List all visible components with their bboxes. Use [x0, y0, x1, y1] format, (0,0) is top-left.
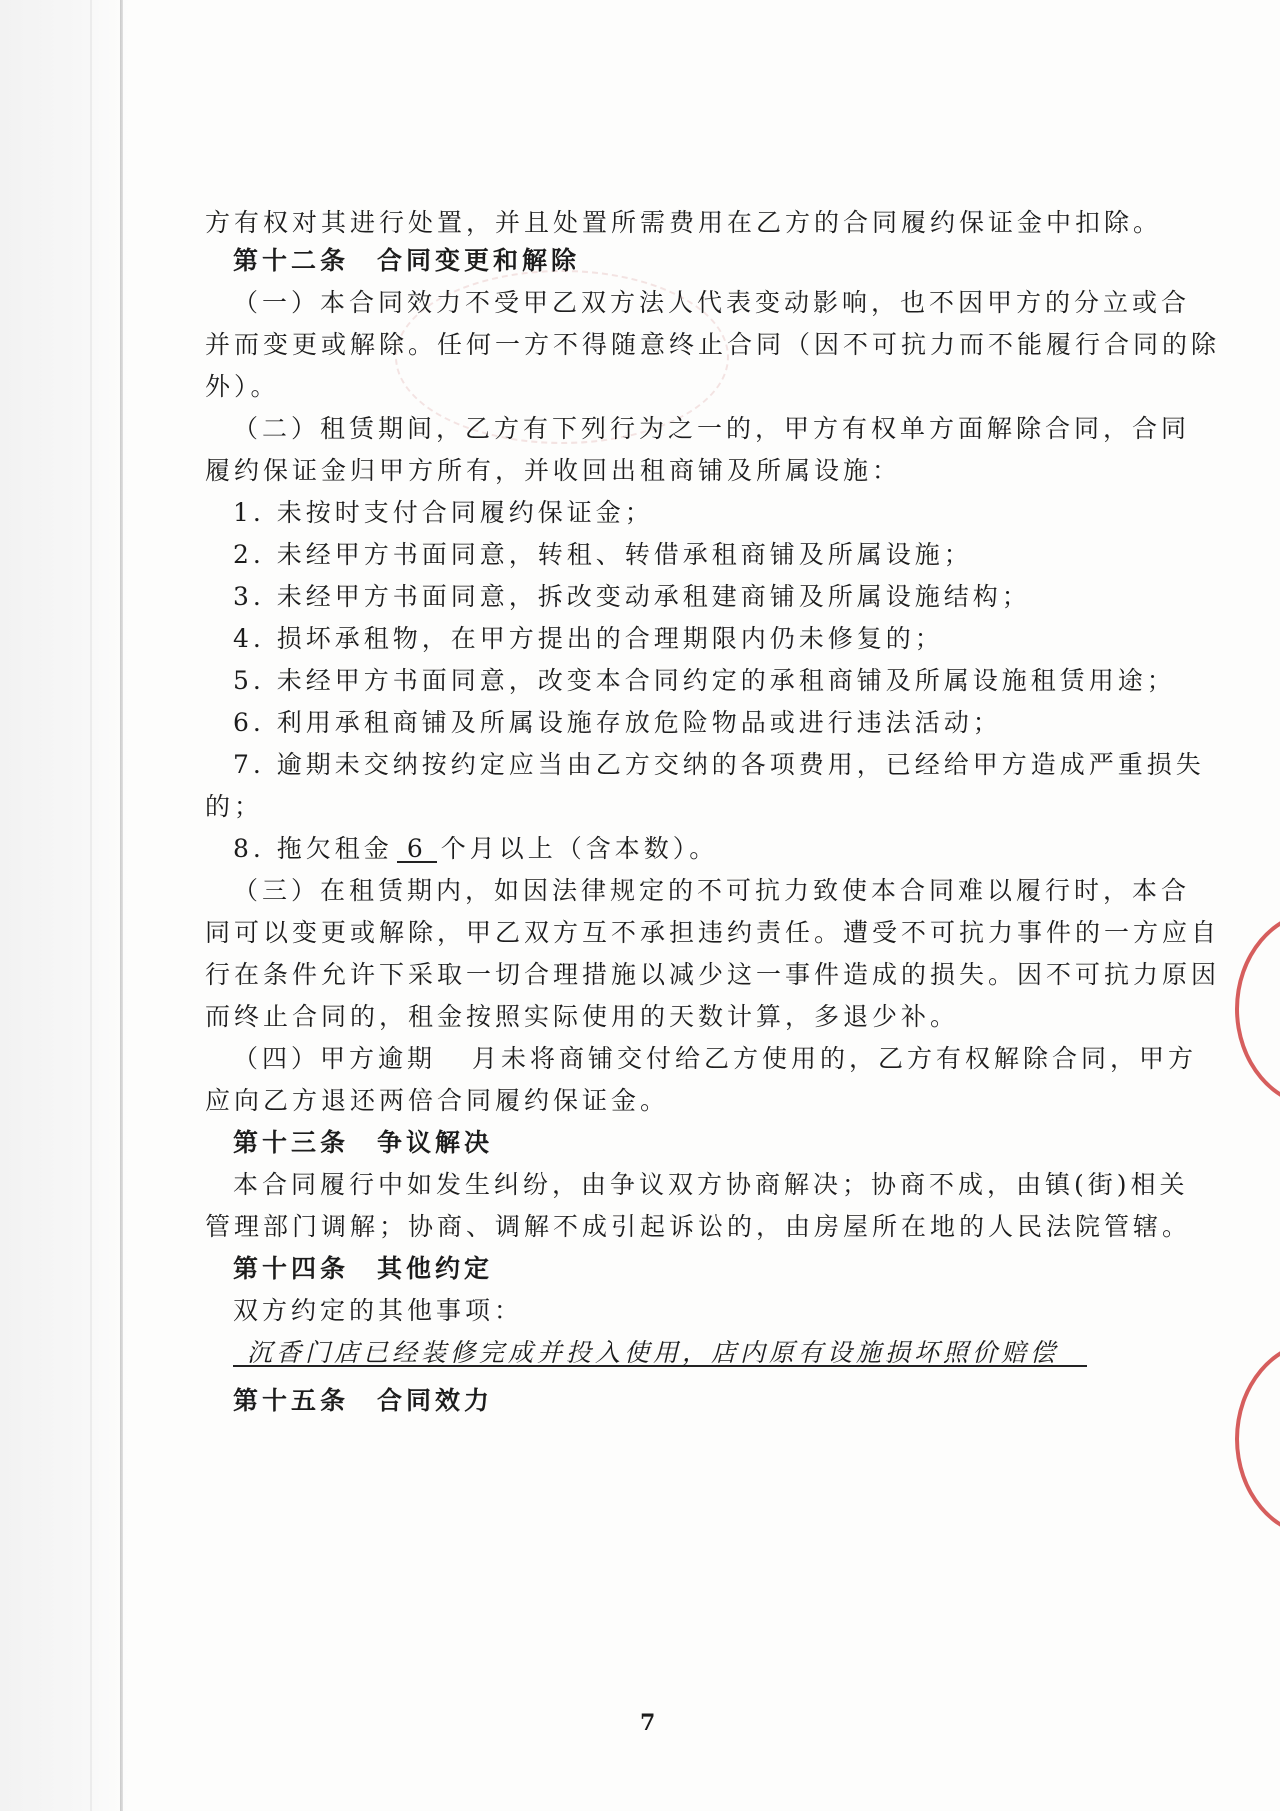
handwritten-line [233, 1340, 1087, 1367]
item8-prefix: 8. 拖欠租金 [233, 834, 393, 863]
months-blank-field: 6 [397, 836, 437, 863]
paragraph-line: 而终止合同的，租金按照实际使用的天数计算，多退少补。 [205, 1002, 960, 1031]
list-item: 1. 未按时支付合同履约保证金； [233, 498, 654, 527]
article-12-heading [233, 248, 580, 273]
binding-fold-line [120, 0, 123, 1811]
article-number: 第十二条 [233, 246, 350, 275]
paragraph-line: 行在条件允许下采取一切合理措施以减少这一事件造成的损失。因不可抗力原因 [205, 960, 1221, 989]
article-number: 第十五条 [233, 1386, 350, 1415]
article-15-heading [233, 1388, 493, 1413]
list-item: 6. 利用承租商铺及所属设施存放危险物品或进行违法活动； [233, 708, 1002, 737]
paragraph-line: 管理部门调解；协商、调解不成引起诉讼的，由房屋所在地的人民法院管辖。 [205, 1212, 1192, 1241]
list-item-8 [233, 836, 718, 863]
article-title: 合同效力 [377, 1386, 494, 1415]
article-number: 第十三条 [233, 1128, 350, 1157]
paragraph-line: 应向乙方退还两倍合同履约保证金。 [205, 1086, 670, 1115]
paragraph-line: 本合同履行中如发生纠纷，由争议双方协商解决；协商不成，由镇(街)相关 [233, 1170, 1189, 1199]
handwritten-note: 沉香门店已经装修完成并投入使用，店内原有设施损坏照价赔偿 [233, 1340, 1087, 1367]
item8-suffix: 个月以上（含本数）。 [440, 834, 719, 863]
article-number: 第十四条 [233, 1254, 350, 1283]
list-item: 3. 未经甲方书面同意，拆改变动承租建商铺及所属设施结构； [233, 582, 1031, 611]
scan-binding-edge [0, 0, 130, 1811]
paragraph-line-with-blank [233, 1046, 1197, 1071]
paragraph-line: 同可以变更或解除，甲乙双方互不承担违约责任。遭受不可抗力事件的一方应自 [205, 918, 1221, 947]
paragraph-line: 并而变更或解除。任何一方不得随意终止合同（因不可抗力而不能履行合同的除 [205, 330, 1221, 359]
list-item: 5. 未经甲方书面同意，改变本合同约定的承租商铺及所属设施租赁用途； [233, 666, 1176, 695]
paragraph-line: （三）在租赁期内，如因法律规定的不可抗力致使本合同难以履行时，本合 [233, 876, 1191, 905]
article-title: 合同变更和解除 [377, 246, 581, 275]
paragraph-line: 双方约定的其他事项： [233, 1296, 524, 1325]
paragraph-line: （二）租赁期间，乙方有下列行为之一的，甲方有权单方面解除合同，合同 [233, 414, 1191, 443]
paragraph-line: （一）本合同效力不受甲乙双方法人代表变动影响，也不因甲方的分立或合 [233, 288, 1191, 317]
list-item: 2. 未经甲方书面同意，转租、转借承租商铺及所属设施； [233, 540, 973, 569]
article-14-heading [233, 1256, 493, 1281]
text-segment: （四）甲方逾期 [233, 1044, 437, 1073]
list-item: 7. 逾期未交纳按约定应当由乙方交纳的各项费用，已经给甲方造成严重损失 [233, 750, 1205, 779]
paragraph-line: 方有权对其进行处置，并且处置所需费用在乙方的合同履约保证金中扣除。 [205, 208, 1163, 237]
paragraph-line: 的； [205, 792, 264, 821]
red-seal-stamp [1235, 1340, 1280, 1538]
article-title: 争议解决 [377, 1128, 494, 1157]
list-item: 4. 损坏承租物，在甲方提出的合理期限内仍未修复的； [233, 624, 944, 653]
red-seal-stamp [1235, 910, 1280, 1108]
binding-shadow [90, 0, 92, 1811]
article-13-heading [233, 1130, 493, 1155]
article-title: 其他约定 [377, 1254, 494, 1283]
page-number: 7 [640, 1710, 656, 1736]
paragraph-line: 外）。 [205, 372, 280, 401]
text-segment: 月未将商铺交付给乙方使用的，乙方有权解除合同，甲方 [472, 1044, 1198, 1073]
paragraph-line: 履约保证金归甲方所有，并收回出租商铺及所属设施： [205, 456, 902, 485]
